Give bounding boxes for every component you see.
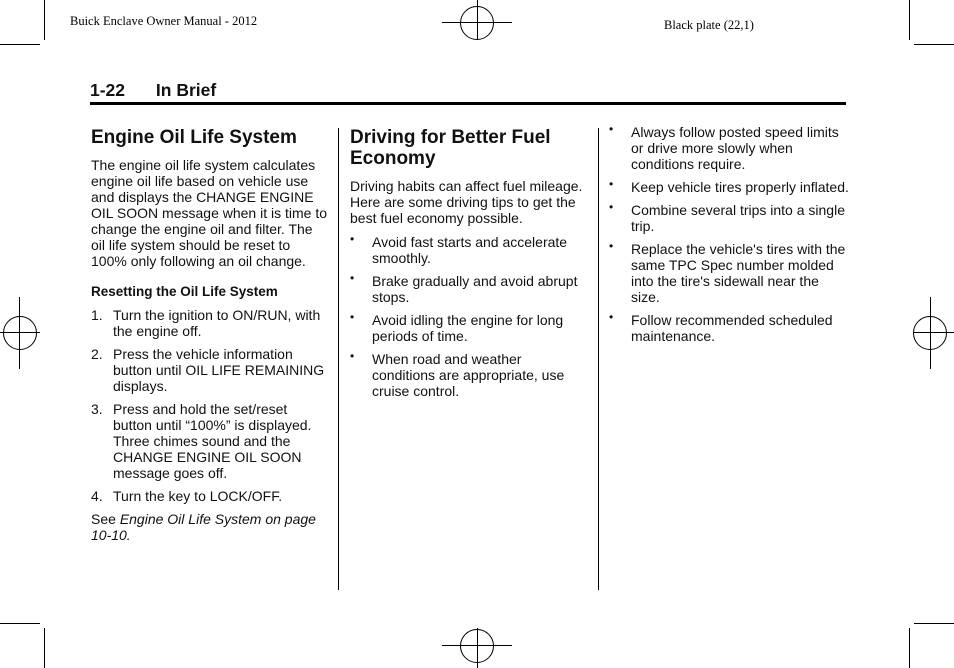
- tip-text: When road and weather conditions are appropriate, use cruise control.: [372, 351, 565, 399]
- running-head: [90, 80, 216, 101]
- oil-life-intro: The engine oil life system calculates engine oil life based on vehicle use and displays the CHANGE ENGINE OIL SOON message when it is time to change the engine oil and filter. The oil life system should be reset to 100% only following an oil change.: [91, 157, 328, 269]
- tip-text: Follow recommended scheduled maintenance.: [631, 312, 833, 344]
- list-item: [350, 312, 586, 344]
- list-item: [609, 241, 849, 305]
- print-header-plate: Black plate (22,1): [664, 18, 754, 32]
- list-item: [91, 401, 329, 481]
- print-header-title: Buick Enclave Owner Manual - 2012: [70, 14, 258, 28]
- list-item: [91, 346, 329, 394]
- cross-reference: [91, 511, 329, 543]
- list-item: [609, 312, 849, 344]
- bullet-icon: •: [350, 232, 355, 246]
- column-1: [91, 127, 329, 551]
- step-number: 3.: [91, 401, 103, 417]
- bullet-icon: •: [609, 239, 614, 253]
- reset-subheading: Resetting the Oil Life System: [91, 284, 278, 299]
- fuel-tips-list: [350, 234, 586, 399]
- list-item: [350, 351, 586, 399]
- bullet-icon: •: [609, 200, 614, 214]
- section-heading-oil-life: Engine Oil Life System: [91, 127, 297, 148]
- tip-text: Brake gradually and avoid abrupt stops.: [372, 273, 578, 305]
- step-number: 4.: [91, 488, 103, 504]
- list-item: [609, 124, 849, 172]
- list-item: [91, 307, 329, 339]
- step-number: 2.: [91, 346, 103, 362]
- list-item: [350, 234, 586, 266]
- tip-text: Avoid idling the engine for long periods of time.: [372, 312, 564, 344]
- tip-text: Avoid fast starts and accelerate smoothly.: [372, 234, 568, 266]
- section-title: In Brief: [155, 80, 217, 100]
- header-rule: [90, 102, 846, 105]
- cross-reference-prefix: See: [91, 511, 120, 527]
- reset-steps-list: [91, 307, 329, 504]
- cross-reference-link[interactable]: Engine Oil Life System on page 10-10.: [91, 511, 316, 543]
- tip-text: Always follow posted speed limits or drive more slowly when conditions require.: [631, 124, 839, 172]
- list-item: [350, 273, 586, 305]
- column-divider-1: [338, 128, 339, 590]
- list-item: [91, 488, 329, 504]
- bullet-icon: •: [350, 310, 355, 324]
- step-number: 1.: [91, 307, 103, 323]
- bullet-icon: •: [609, 122, 614, 136]
- bullet-icon: •: [609, 177, 614, 191]
- step-text: Press the vehicle information button until OIL LIFE REMAINING displays.: [113, 346, 325, 394]
- bullet-icon: •: [350, 349, 355, 363]
- column-divider-2: [598, 128, 599, 590]
- tip-text: Combine several trips into a single trip.: [631, 202, 845, 234]
- tip-text: Replace the vehicle's tires with the same TPC Spec number molded into the tire's sidewall near the size.: [631, 241, 846, 305]
- bullet-icon: •: [609, 310, 614, 324]
- column-3: [609, 124, 849, 351]
- column-2: [350, 127, 586, 406]
- step-text: Press and hold the set/reset button until “100%” is displayed. Three chimes sound and the CHANGE ENGINE OIL SOON message goes off.: [113, 401, 312, 481]
- list-item: [609, 202, 849, 234]
- tip-text: Keep vehicle tires properly inflated.: [631, 179, 849, 195]
- section-heading-fuel-economy: Driving for Better Fuel Economy: [350, 127, 551, 169]
- bullet-icon: •: [350, 271, 355, 285]
- page-number: 1-22: [90, 80, 126, 100]
- list-item: [609, 179, 849, 195]
- step-text: Turn the key to LOCK/OFF.: [113, 488, 283, 504]
- fuel-economy-intro: Driving habits can affect fuel mileage. Here are some driving tips to get the best fuel economy possible.: [350, 178, 583, 226]
- step-text: Turn the ignition to ON/RUN, with the engine off.: [113, 307, 321, 339]
- fuel-tips-list-continued: [609, 124, 849, 344]
